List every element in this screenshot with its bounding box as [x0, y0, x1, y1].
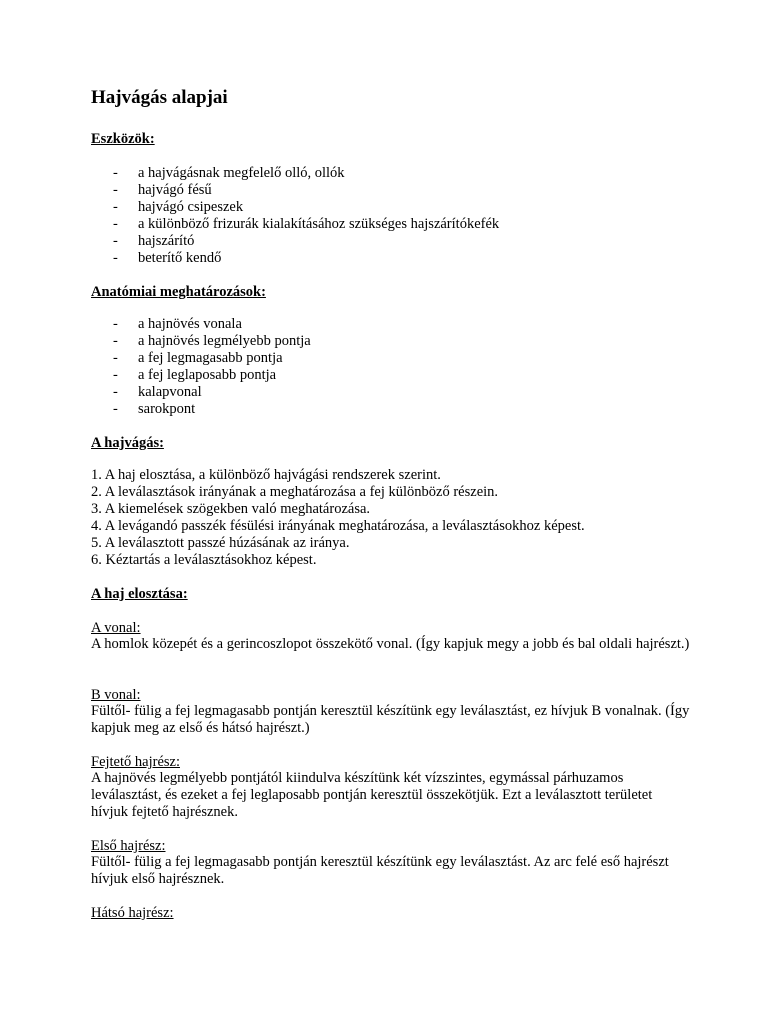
list-marker: - [113, 384, 118, 400]
haircut-steps-list [91, 467, 585, 569]
distribution-heading: A haj elosztása: [91, 586, 188, 602]
list-marker: - [113, 367, 118, 383]
haircut-heading: A hajvágás: [91, 435, 164, 451]
list-item: 5. A leválasztott passzé húzásának az iránya. [91, 535, 350, 551]
list-marker: - [113, 333, 118, 349]
list-marker: - [113, 182, 118, 198]
section-text: A homlok közepét és a gerincoszlopot összekötő vonal. (Így kapjuk megy a jobb és bal oldali hajrészt.) [91, 636, 690, 652]
tools-heading: Eszközök: [91, 131, 155, 147]
list-item: 1. A haj elosztása, a különböző hajvágási rendszerek szerint. [91, 467, 441, 483]
list-marker: - [113, 216, 118, 232]
section-label: Első hajrész: [91, 838, 166, 854]
list-item: 3. A kiemelések szögekben való meghatározása. [91, 501, 371, 517]
section-text: Fültől- fülig a fej legmagasabb pontján keresztül készítünk egy leválasztást, ez hívjuk B vonalnak. (Így kapjuk meg az első és hátsó hajrészt.) [91, 703, 690, 736]
list-marker: - [113, 233, 118, 249]
section-label: B vonal: [91, 687, 141, 703]
list-marker: - [113, 401, 118, 417]
list-marker: - [113, 165, 118, 181]
section-label: A vonal: [91, 620, 141, 636]
section-text: A hajnövés legmélyebb pontjától kiindulva készítünk két vízszintes, egymással párhuzamos leválasztást, és ezeket a fej leglaposabb pontján keresztül összekötjük. Ezt a leválasztott területet hívjuk fejtető hajrésznek. [91, 770, 653, 820]
list-marker: - [113, 199, 118, 215]
section-label: Hátsó hajrész: [91, 905, 174, 921]
list-marker: - [113, 316, 118, 332]
list-marker: - [113, 350, 118, 366]
list-item: 2. A leválasztások irányának a meghatározása a fej különböző részein. [91, 484, 499, 500]
section-label: Fejtető hajrész: [91, 754, 180, 770]
section-text: Fültől- fülig a fej legmagasabb pontján keresztül készítünk egy leválasztást. Az arc felé eső hajrészt hívjuk első hajrésznek. [91, 854, 669, 887]
document-title: Hajvágás alapjai [91, 87, 228, 108]
list-marker: - [113, 250, 118, 266]
list-item: 6. Kéztartás a leválasztásokhoz képest. [91, 552, 317, 568]
anatomy-heading: Anatómiai meghatározások: [91, 284, 266, 300]
list-item: 4. A levágandó passzék fésülési irányának meghatározása, a leválasztásokhoz képest. [91, 518, 585, 534]
